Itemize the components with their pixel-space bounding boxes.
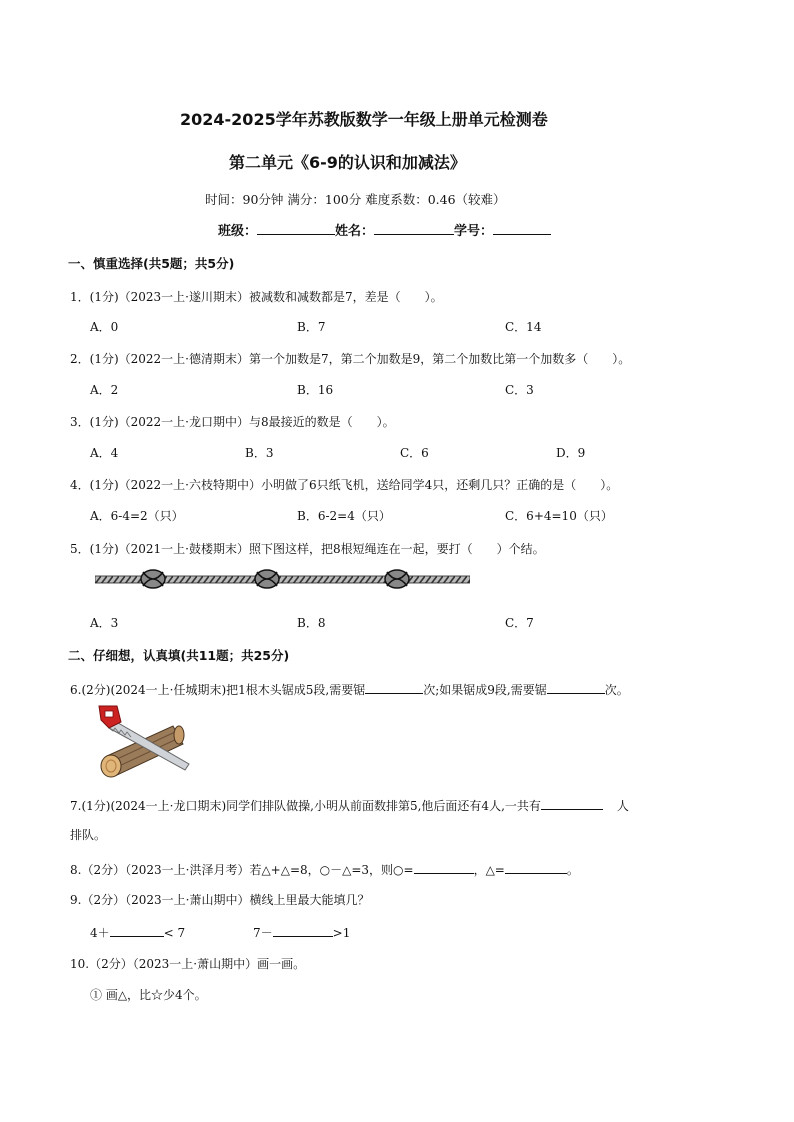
question-8 — [70, 859, 579, 878]
question-6 — [70, 679, 629, 698]
q2-option-c[interactable]: C．3 — [505, 383, 534, 397]
q2-option-b[interactable]: B．16 — [297, 383, 334, 397]
q8-text-a: 8.（2分）（2023一上·洪泽月考）若△+△=8，○－△=3，则○= — [70, 863, 414, 877]
student-info-row — [218, 220, 551, 239]
q9-e1-text-b: < 7 — [163, 926, 186, 940]
rope-knots-image — [95, 568, 470, 592]
q8-text-c: 。 — [566, 863, 579, 877]
q9-e2-text-a: 7－ — [253, 926, 273, 940]
q8-blank-2[interactable] — [505, 859, 567, 874]
q8-blank-1[interactable] — [414, 859, 474, 874]
q5-option-c[interactable]: C．7 — [505, 616, 534, 630]
q9-expression-1 — [90, 922, 185, 941]
unit-subtitle: 第二单元《6-9的认识和加减法》 — [229, 153, 466, 172]
exam-title: 2024-2025学年苏教版数学一年级上册单元检测卷 — [180, 110, 548, 129]
saw-log-image — [95, 704, 191, 782]
q6-blank-2[interactable] — [547, 679, 605, 694]
question-7 — [70, 795, 629, 814]
q4-option-a[interactable]: A．6-4=2（只） — [90, 509, 184, 523]
q9-expression-2 — [253, 922, 350, 941]
q7-text-a: 7.(1分)(2024一上·龙口期末)同学们排队做操,小明从前面数排第5,他后面还有4人,一共有 — [70, 799, 541, 813]
q4-option-b[interactable]: B．6-2=4（只） — [297, 509, 391, 523]
question-10: 10.（2分）（2023一上·萧山期中）画一画。 — [70, 957, 306, 971]
question-3: 3．(1分)（2022一上·龙口期中）与8最接近的数是（ ）。 — [70, 415, 395, 429]
q9-blank-2[interactable] — [273, 922, 333, 937]
question-10-part-1: ① 画△，比☆少4个。 — [90, 988, 207, 1002]
q7-text-b: 人 — [616, 799, 629, 813]
q3-option-d[interactable]: D．9 — [556, 446, 586, 460]
q1-option-a[interactable]: A．0 — [90, 320, 119, 334]
section1-title: 一、慎重选择(共5题；共5分) — [68, 256, 235, 271]
q4-option-c[interactable]: C．6+4=10（只） — [505, 509, 613, 523]
question-9: 9.（2分）（2023一上·萧山期中）横线上里最大能填几？ — [70, 893, 370, 907]
knot-icon — [385, 570, 409, 588]
question-2: 2．(1分)（2022一上·德清期末）第一个加数是7，第二个加数是9，第二个加数比第一个加数多（ ）。 — [70, 352, 631, 366]
q6-text-b: 次;如果锯成9段,需要锯 — [423, 683, 547, 697]
q1-option-c[interactable]: C．14 — [505, 320, 542, 334]
question-7-cont: 排队。 — [70, 828, 107, 842]
q2-option-a[interactable]: A．2 — [90, 383, 119, 397]
section2-title: 二、仔细想，认真填(共11题；共25分) — [68, 648, 290, 663]
name-label: 姓名： — [335, 224, 375, 239]
class-label: 班级： — [218, 224, 258, 239]
q9-e1-text-a: 4＋ — [90, 926, 110, 940]
name-blank[interactable] — [374, 220, 454, 235]
q6-blank-1[interactable] — [365, 679, 423, 694]
question-4: 4．(1分)（2022一上·六枝特期中）小明做了6只纸飞机，送给同学4只，还剩几只？正确的是（ ）。 — [70, 478, 619, 492]
q9-blank-1[interactable] — [110, 922, 164, 937]
knot-icon — [255, 570, 279, 588]
q9-e2-text-b: >1 — [332, 926, 351, 940]
q3-option-b[interactable]: B．3 — [245, 446, 274, 460]
exam-meta: 时间：90分钟 满分：100分 难度系数：0.46（较难） — [205, 192, 506, 207]
q7-blank[interactable] — [541, 795, 603, 810]
number-blank[interactable] — [493, 220, 551, 235]
question-5: 5．(1分)（2021一上·鼓楼期末）照下图这样，把8根短绳连在一起，要打（ ）个结。 — [70, 542, 545, 556]
q6-text-c: 次。 — [604, 683, 629, 697]
class-blank[interactable] — [257, 220, 335, 235]
number-label: 学号： — [454, 224, 494, 239]
q6-text-a: 6.(2分)(2024一上·任城期末)把1根木头锯成5段,需要锯 — [70, 683, 366, 697]
q3-option-a[interactable]: A．4 — [90, 446, 119, 460]
question-1: 1．(1分)（2023一上·遂川期末）被减数和减数都是7，差是（ ）。 — [70, 290, 443, 304]
q5-option-a[interactable]: A．3 — [90, 616, 119, 630]
q5-option-b[interactable]: B．8 — [297, 616, 326, 630]
q3-option-c[interactable]: C．6 — [400, 446, 429, 460]
q1-option-b[interactable]: B．7 — [297, 320, 326, 334]
knot-icon — [141, 570, 165, 588]
q8-text-b: ，△= — [473, 863, 505, 877]
